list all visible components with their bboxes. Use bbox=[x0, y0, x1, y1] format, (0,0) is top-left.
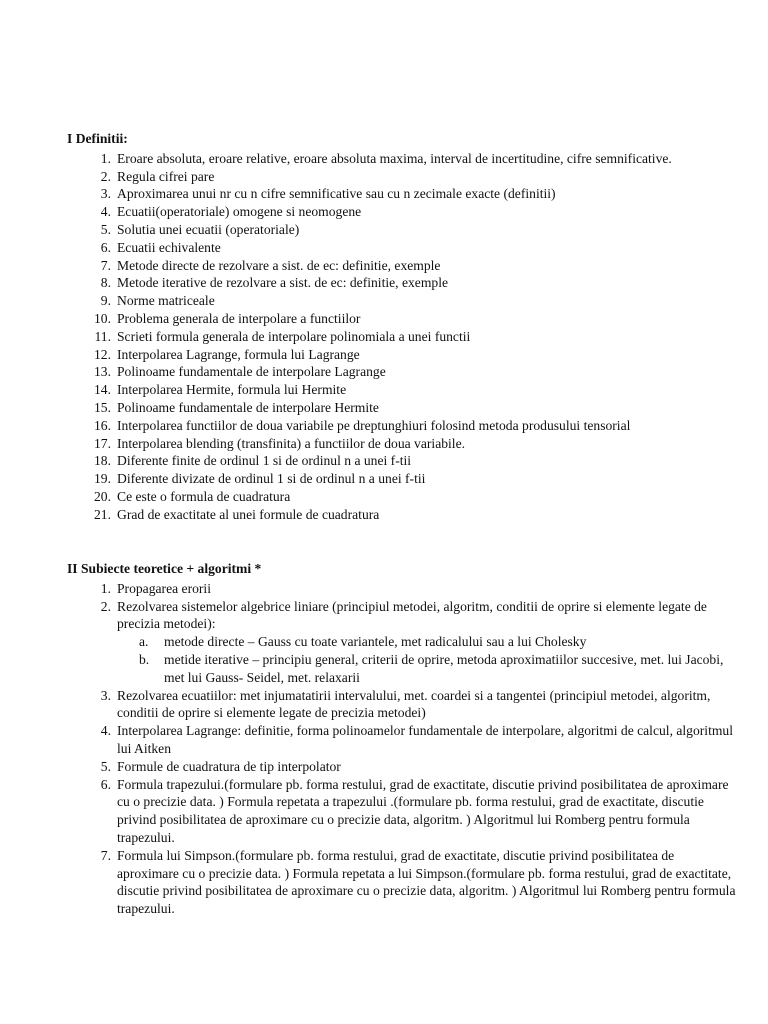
list-item bbox=[67, 292, 737, 310]
item-number: 4. bbox=[100, 723, 111, 739]
item-text: Scrieti formula generala de interpolare polinomiala a unei functii bbox=[117, 328, 471, 344]
list-item bbox=[67, 150, 737, 168]
item-text: Polinoame fundamentale de interpolare Hermite bbox=[117, 399, 379, 415]
item-number: 6. bbox=[100, 776, 111, 792]
item-number: 3. bbox=[100, 186, 111, 202]
item-number: 16. bbox=[94, 417, 111, 433]
list-item bbox=[67, 758, 737, 776]
list-item bbox=[67, 346, 737, 364]
list-item bbox=[67, 847, 737, 918]
list-item bbox=[67, 239, 737, 257]
list-item bbox=[67, 580, 737, 598]
list-item bbox=[67, 598, 737, 687]
item-text: Grad de exactitate al unei formule de cuadratura bbox=[117, 506, 380, 522]
item-number: 12. bbox=[94, 346, 111, 362]
item-text: Polinoame fundamentale de interpolare Lagrange bbox=[117, 364, 386, 380]
item-text: Rezolvarea sistemelor algebrice liniare (principiul metodei, algoritm, conditii de oprire si elemente legate de precizia metodei): bbox=[117, 598, 707, 632]
list-item bbox=[67, 203, 737, 221]
list-item bbox=[67, 506, 737, 524]
list-item bbox=[67, 363, 737, 381]
item-number: 11. bbox=[94, 328, 111, 344]
item-number: 21. bbox=[94, 506, 111, 522]
item-text: Ce este o formula de cuadratura bbox=[117, 488, 291, 504]
list-item bbox=[67, 452, 737, 470]
list-item bbox=[67, 168, 737, 186]
item-text: Metode iterative de rezolvare a sist. de ec: definitie, exemple bbox=[117, 275, 449, 291]
item-text: Regula cifrei pare bbox=[117, 168, 215, 184]
item-text: Eroare absoluta, eroare relative, eroare absoluta maxima, interval de incertitudine, cifre semnificative. bbox=[117, 150, 672, 166]
item-number: 3. bbox=[100, 687, 111, 703]
item-text: Metode directe de rezolvare a sist. de ec: definitie, exemple bbox=[117, 257, 441, 273]
section-definitii bbox=[67, 130, 737, 524]
item-text: Diferente finite de ordinul 1 si de ordinul n a unei f-tii bbox=[117, 453, 412, 469]
list-item bbox=[67, 776, 737, 847]
list-item bbox=[67, 399, 737, 417]
item-text: Formula trapezului.(formulare pb. forma restului, grad de exactitate, discutie privind posibilitatea de aproximare cu o precizie data. ) Formula repetata a trapezului .(formulare pb. forma restului, grad de exactitate, discutie privind posibilitatea de aproximare cu o precizie data, algoritm. ) Algoritmul lui Romberg pentru formula trapezului. bbox=[117, 776, 729, 845]
sub-list-item bbox=[139, 633, 737, 651]
item-number: 2. bbox=[100, 598, 111, 614]
item-text: Ecuatii(operatoriale) omogene si neomogene bbox=[117, 204, 362, 220]
list-item bbox=[67, 274, 737, 292]
list-item bbox=[67, 435, 737, 453]
item-text: Problema generala de interpolare a functiilor bbox=[117, 310, 361, 326]
list-item bbox=[67, 488, 737, 506]
list-item bbox=[67, 381, 737, 399]
item-number: 10. bbox=[94, 310, 111, 326]
item-number: 1. bbox=[100, 150, 111, 166]
item-number: 7. bbox=[100, 847, 111, 863]
sub-list-item bbox=[139, 651, 737, 687]
item-number: 20. bbox=[94, 488, 111, 504]
list-item bbox=[67, 417, 737, 435]
sub-item-text: metide iterative – principiu general, criterii de oprire, metoda aproximatiilor succesive, met. lui Jacobi, met lui Gauss- Seidel, met. relaxarii bbox=[164, 651, 724, 685]
item-text: Interpolarea functiilor de doua variabile pe dreptunghiuri folosind metoda produsului tensorial bbox=[117, 417, 631, 433]
item-text: Formule de cuadratura de tip interpolator bbox=[117, 758, 341, 774]
sub-list bbox=[117, 633, 737, 686]
item-number: 7. bbox=[100, 257, 111, 273]
subjects-list bbox=[67, 580, 737, 918]
item-number: 19. bbox=[94, 471, 111, 487]
item-number: 8. bbox=[100, 275, 111, 291]
list-item bbox=[67, 185, 737, 203]
item-text: Solutia unei ecuatii (operatoriale) bbox=[117, 221, 300, 237]
item-text: Propagarea erorii bbox=[117, 580, 211, 596]
item-text: Interpolarea Hermite, formula lui Hermite bbox=[117, 382, 347, 398]
item-number: 9. bbox=[100, 293, 111, 309]
item-number: 13. bbox=[94, 364, 111, 380]
item-number: 1. bbox=[100, 580, 111, 596]
sub-item-letter: a. bbox=[139, 634, 149, 650]
item-text: Interpolarea Lagrange, formula lui Lagrange bbox=[117, 346, 360, 362]
definitions-list bbox=[67, 150, 737, 524]
item-number: 14. bbox=[94, 382, 111, 398]
sub-item-text: metode directe – Gauss cu toate variantele, met radicalului sau a lui Cholesky bbox=[164, 634, 587, 650]
item-number: 5. bbox=[100, 221, 111, 237]
sub-item-letter: b. bbox=[139, 651, 150, 667]
item-number: 6. bbox=[100, 239, 111, 255]
item-text: Norme matriceale bbox=[117, 293, 215, 309]
item-text: Aproximarea unui nr cu n cifre semnificative sau cu n zecimale exacte (definitii) bbox=[117, 186, 556, 202]
list-item bbox=[67, 310, 737, 328]
item-text: Interpolarea blending (transfinita) a functiilor de doua variabile. bbox=[117, 435, 466, 451]
list-item bbox=[67, 722, 737, 758]
list-item bbox=[67, 687, 737, 723]
list-item bbox=[67, 221, 737, 239]
list-item bbox=[67, 257, 737, 275]
list-item bbox=[67, 328, 737, 346]
item-number: 4. bbox=[100, 204, 111, 220]
section-subiecte bbox=[67, 560, 737, 918]
section-heading: II Subiecte teoretice + algoritmi * bbox=[67, 561, 262, 576]
item-text: Diferente divizate de ordinul 1 si de ordinul n a unei f-tii bbox=[117, 471, 426, 487]
item-number: 17. bbox=[94, 435, 111, 451]
item-number: 18. bbox=[94, 453, 111, 469]
item-text: Ecuatii echivalente bbox=[117, 239, 221, 255]
item-text: Rezolvarea ecuatiilor: met injumatatirii intervalului, met. coardei si a tangentei (principiul metodei, algoritm, conditii de oprire si elemente legate de precizia metodei) bbox=[117, 687, 711, 721]
item-number: 15. bbox=[94, 399, 111, 415]
item-number: 5. bbox=[100, 758, 111, 774]
item-number: 2. bbox=[100, 168, 111, 184]
section-heading: I Definitii: bbox=[67, 131, 128, 146]
item-text: Formula lui Simpson.(formulare pb. forma restului, grad de exactitate, discutie privind posibilitatea de aproximare cu o precizie data. ) Formula repetata a lui Simpson.(formulare pb. forma restului, grad de exactitate, discutie privind posibilitatea de aproximare cu o precizie data, algoritm. ) Algoritmul lui Romberg pentru formula trapezului. bbox=[117, 847, 736, 917]
list-item bbox=[67, 470, 737, 488]
item-text: Interpolarea Lagrange: definitie, forma polinoamelor fundamentale de interpolare, algoritmi de calcul, algoritmul lui Aitken bbox=[117, 723, 733, 756]
